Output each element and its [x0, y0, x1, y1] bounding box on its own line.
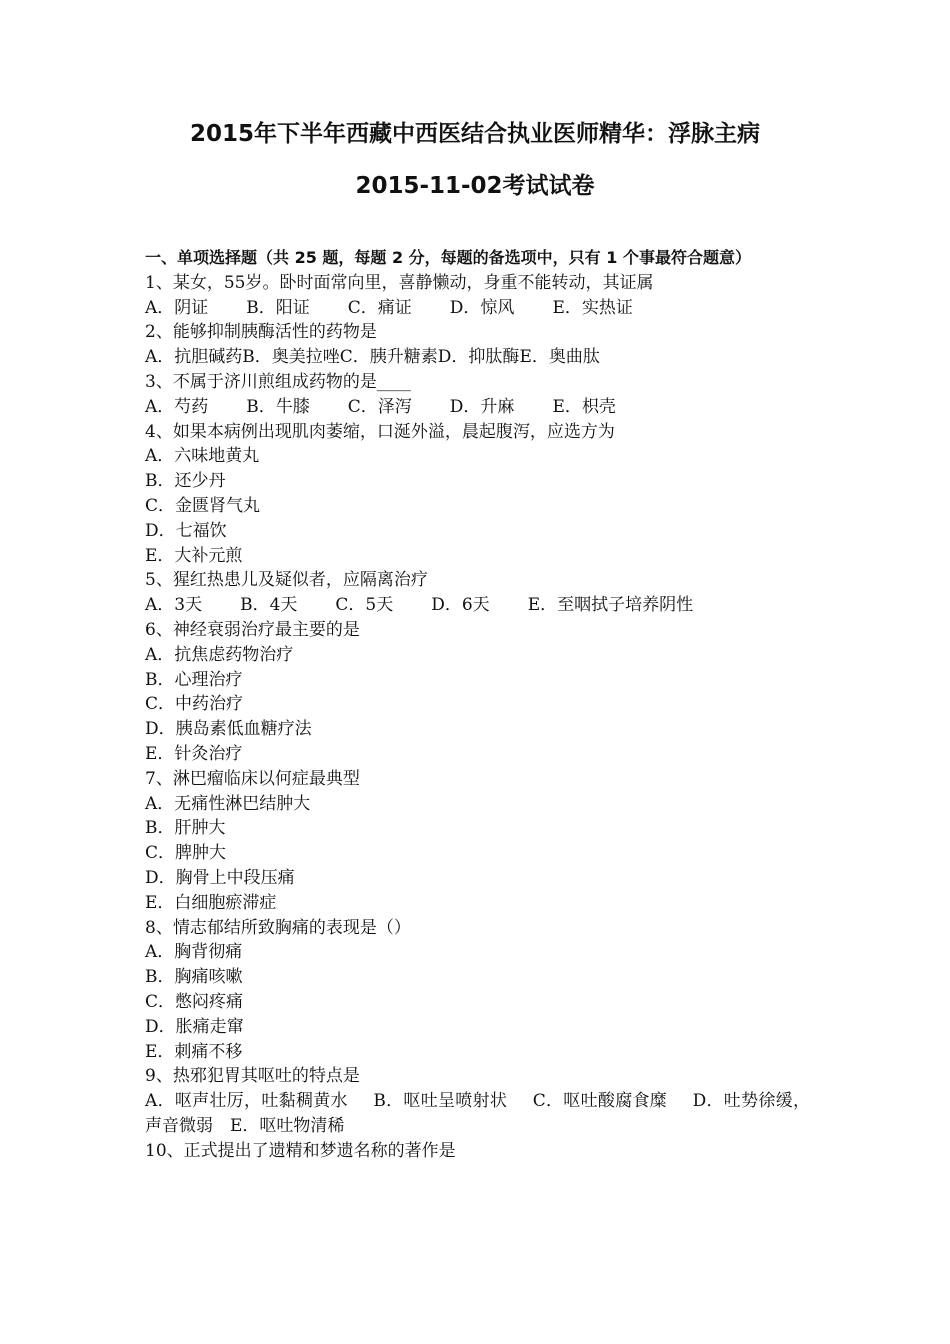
- option: D．惊风: [449, 297, 515, 318]
- option: E．奥曲肽: [519, 347, 600, 368]
- option: C．脾肿大: [145, 843, 227, 864]
- question-stem: 4、如果本病例出现肌肉萎缩，口涎外溢，晨起腹泻，应选方为: [145, 421, 615, 442]
- option: D．6天: [431, 595, 490, 616]
- option: C．憋闷疼痛: [145, 991, 244, 1012]
- question-stem: 8、情志郁结所致胸痛的表现是（）: [145, 917, 411, 938]
- option: E．至咽拭子培养阴性: [527, 595, 694, 616]
- question-stem: 3、不属于济川煎组成药物的是____: [145, 371, 411, 392]
- option: A．3天: [145, 595, 203, 616]
- option: E．刺痛不移: [145, 1041, 243, 1062]
- question-options: [145, 296, 810, 321]
- exam-content: [145, 246, 810, 1163]
- option: B．心理治疗: [145, 669, 243, 690]
- option: C．5天: [335, 595, 394, 616]
- option: C．胰升糖素: [339, 347, 438, 368]
- option: A．阴证: [145, 297, 209, 318]
- question-stem: 7、淋巴瘤临床以何症最典型: [145, 768, 360, 789]
- option: E．针灸治疗: [145, 743, 243, 764]
- option: E．呕吐物清稀: [230, 1115, 345, 1136]
- option: B．阳证: [246, 297, 310, 318]
- option: C．金匮肾气丸: [145, 495, 261, 516]
- option: D．吐势徐缓，声音微弱: [145, 1091, 810, 1136]
- question-stem: 1、某女，55岁。卧时面常向里，喜静懒动，身重不能转动，其证属: [145, 272, 654, 293]
- option: D．胸骨上中段压痛: [145, 867, 295, 888]
- document-title-line-2: 2015-11-02考试试卷: [355, 173, 595, 199]
- option: B．奥美拉唑: [242, 347, 340, 368]
- option: D．抑肽酶: [437, 347, 520, 368]
- option: A．无痛性淋巴结肿大: [145, 793, 311, 814]
- question-stem: 5、猩红热患儿及疑似者，应隔离治疗: [145, 570, 428, 591]
- option: B．肝肿大: [145, 818, 226, 839]
- question-options: [145, 1089, 810, 1139]
- question-options: [145, 395, 810, 420]
- option: D．胰岛素低血糖疗法: [145, 719, 312, 740]
- option: E．白细胞瘀滞症: [145, 892, 277, 913]
- option: E．大补元煎: [145, 545, 243, 566]
- question-stem: 10、正式提出了遗精和梦遗名称的著作是: [145, 1140, 456, 1161]
- option: A．呕声壮厉，吐黏稠黄水: [145, 1091, 348, 1112]
- question-stem: 2、能够抑制胰酶活性的药物是: [145, 322, 377, 343]
- option: A．抗胆碱药: [145, 347, 243, 368]
- option: C．痛证: [347, 297, 412, 318]
- option: D．升麻: [449, 396, 515, 417]
- option: B．4天: [240, 595, 298, 616]
- question-stem: 6、神经衰弱治疗最主要的是: [145, 619, 360, 640]
- question-options: [145, 593, 810, 618]
- option: A．六味地黄丸: [145, 446, 260, 467]
- option: C．呕吐酸腐食糜: [532, 1091, 668, 1112]
- section-heading: 一、单项选择题（共 25 题，每题 2 分，每题的备选项中，只有 1 个事最符合题意）: [145, 248, 751, 267]
- option: B．牛膝: [246, 396, 310, 417]
- question-options: [145, 345, 810, 370]
- option: A．芍药: [145, 396, 209, 417]
- option: E．实热证: [552, 297, 633, 318]
- option: A．胸背彻痛: [145, 942, 243, 963]
- option: B．胸痛咳嗽: [145, 967, 243, 988]
- question-stem: 9、热邪犯胃其呕吐的特点是: [145, 1066, 360, 1087]
- option: C．中药治疗: [145, 694, 244, 715]
- option: B．还少丹: [145, 471, 226, 492]
- option: D．七福饮: [145, 520, 227, 541]
- document-title-line-1: 2015年下半年西藏中西医结合执业医师精华：浮脉主病: [189, 121, 760, 147]
- option: B．呕吐呈喷射状: [373, 1091, 508, 1112]
- option: C．泽泻: [347, 396, 412, 417]
- option: D．胀痛走窜: [145, 1016, 244, 1037]
- option: E．枳壳: [552, 396, 616, 417]
- option: A．抗焦虑药物治疗: [145, 644, 294, 665]
